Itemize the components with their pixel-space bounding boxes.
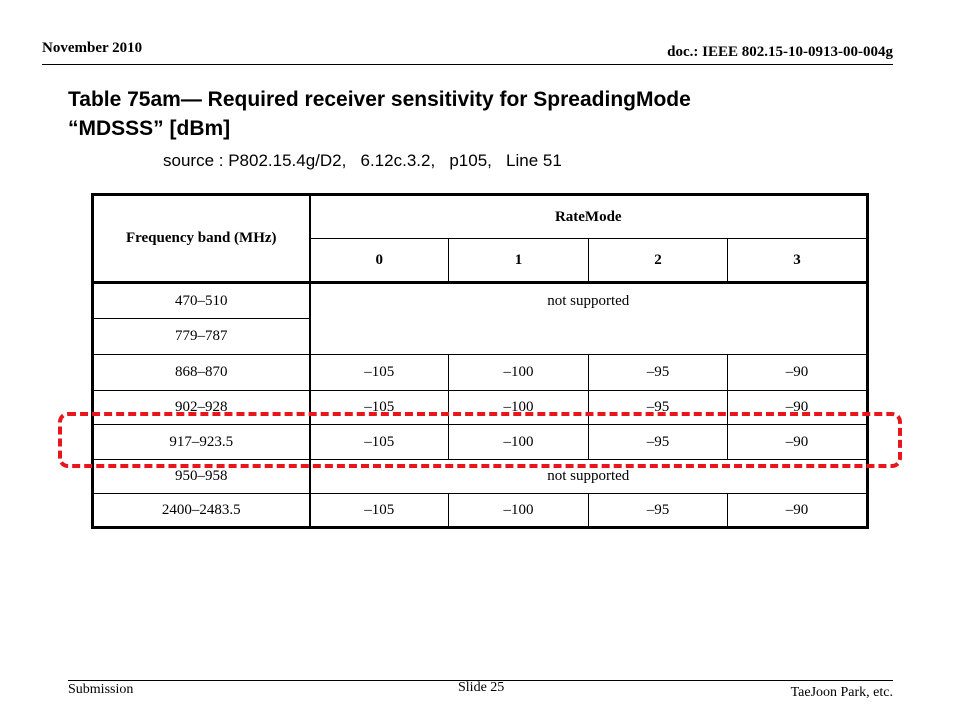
band-cell: 2400–2483.5 <box>93 494 310 528</box>
value-cell: –100 <box>449 425 589 460</box>
table-row <box>93 391 868 425</box>
footer-submission: Submission <box>68 682 134 697</box>
value-cell: –95 <box>589 425 728 460</box>
header-rule <box>42 64 893 65</box>
value-cell: –100 <box>449 391 589 425</box>
source-reference: source : P802.15.4g/D2, 6.12c.3.2, p105, Line 51 <box>163 151 562 170</box>
table-row <box>93 425 868 460</box>
ratemode-3: 3 <box>728 239 868 283</box>
slide-title-line-1: Table 75am— Required receiver sensitivity for SpreadingMode <box>68 88 691 111</box>
sensitivity-table <box>91 193 869 529</box>
value-cell: –95 <box>589 355 728 391</box>
band-cell: 868–870 <box>93 355 310 391</box>
value-cell: –90 <box>728 391 868 425</box>
band-cell: 902–928 <box>93 391 310 425</box>
band-cell: 917–923.5 <box>93 425 310 460</box>
ratemode-header: RateMode <box>310 195 868 239</box>
ratemode-1: 1 <box>449 239 589 283</box>
ratemode-2: 2 <box>589 239 728 283</box>
value-cell: –105 <box>310 355 449 391</box>
value-cell: –105 <box>310 391 449 425</box>
value-cell: –95 <box>589 494 728 528</box>
header-date: November 2010 <box>42 40 143 56</box>
value-cell: –90 <box>728 355 868 391</box>
table-row <box>93 494 868 528</box>
value-cell: –105 <box>310 425 449 460</box>
value-cell: –90 <box>728 425 868 460</box>
table-row <box>93 283 868 319</box>
band-cell: 779–787 <box>93 319 310 355</box>
value-cell: –95 <box>589 391 728 425</box>
slide-title-line-2: “MDSSS” [dBm] <box>68 117 231 140</box>
value-cell: –100 <box>449 355 589 391</box>
value-cell: –90 <box>728 494 868 528</box>
value-cell: –105 <box>310 494 449 528</box>
header-doc-id: doc.: IEEE 802.15-10-0913-00-004g <box>667 44 893 60</box>
table-header-row <box>93 195 868 239</box>
not-supported-cell: not supported <box>310 283 868 355</box>
footer-slide-number: Slide 25 <box>458 680 505 695</box>
table-row <box>93 355 868 391</box>
ratemode-0: 0 <box>310 239 449 283</box>
value-cell: –100 <box>449 494 589 528</box>
band-cell: 950–958 <box>93 460 310 494</box>
footer-author: TaeJoon Park, etc. <box>790 685 893 700</box>
table-row <box>93 460 868 494</box>
not-supported-cell: not supported <box>310 460 868 494</box>
band-header: Frequency band (MHz) <box>93 195 310 283</box>
band-cell: 470–510 <box>93 283 310 319</box>
